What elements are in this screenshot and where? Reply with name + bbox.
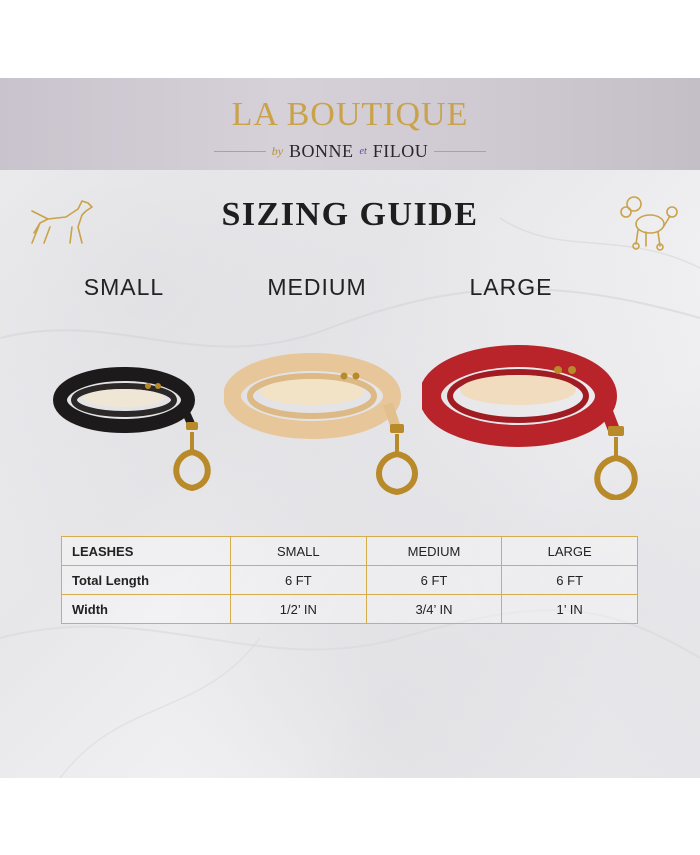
table-row-label: Width [62,595,231,624]
large-leash-image [422,340,652,500]
table-header-row [62,537,638,566]
table-cell: 1’ IN [502,595,638,624]
sizing-guide-title: SIZING GUIDE [221,196,479,233]
size-label-small: SMALL [83,274,165,300]
brand-name-right: FILOU [372,140,429,161]
table-cell: 6 FT [502,566,638,595]
brand-by: by [271,143,284,158]
brand-banner [0,78,700,170]
brand-rule-left [214,151,266,152]
brand-title: LA BOUTIQUE [231,96,469,133]
table-header-cell: SMALL [231,537,367,566]
brand-rule-right [434,151,486,152]
size-label-medium: MEDIUM [267,274,367,300]
table-row-label: Total Length [62,566,231,595]
table-header-cell: MEDIUM [366,537,502,566]
sizing-guide-canvas [0,78,700,778]
brand-name-left: BONNE [289,140,354,161]
table-cell: 1/2’ IN [231,595,367,624]
table-cell: 6 FT [366,566,502,595]
table-row [62,566,638,595]
table-header-cell: LEASHES [62,537,231,566]
brand-et: et [359,145,367,157]
small-leash-image [52,360,232,500]
sizing-table [61,536,638,624]
table-cell: 6 FT [231,566,367,595]
table-header-cell: LARGE [502,537,638,566]
medium-leash-image [224,346,434,496]
size-label-large: LARGE [469,274,553,300]
table-cell: 3/4’ IN [366,595,502,624]
table-row [62,595,638,624]
brand-subtitle [0,140,700,162]
